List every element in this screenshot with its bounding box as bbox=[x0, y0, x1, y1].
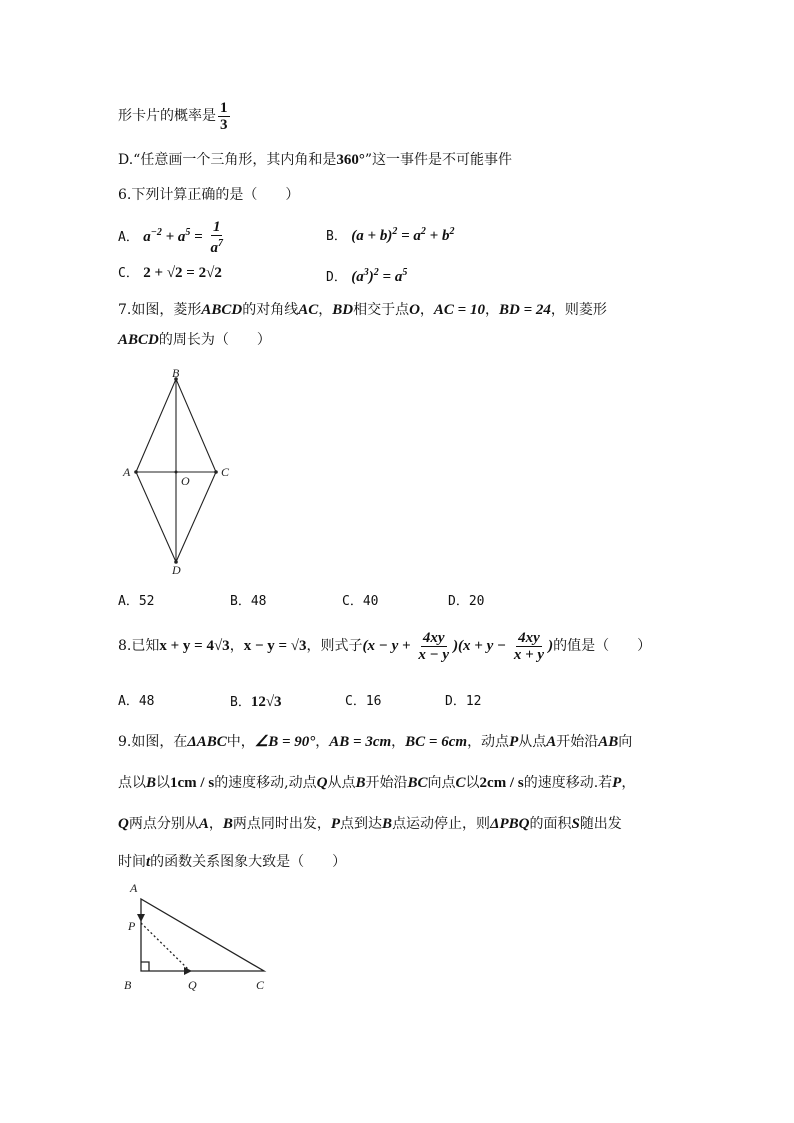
triangle-outline bbox=[141, 899, 264, 971]
label-o: O bbox=[181, 474, 190, 488]
q6-option-b: B． $(a + b)^2 = a^2 + b^2$ bbox=[326, 226, 455, 244]
label-p: P bbox=[128, 919, 136, 933]
q6-option-a: A． $a^{-2} + a^5$ = $\frac{1}{a^7}$ bbox=[118, 218, 223, 256]
q7-stem-line1: 7.如图，菱形ABCD的对角线AC，BD相交于点O，AC = 10，BD = 24，则菱形 bbox=[118, 302, 607, 318]
triangle-figure bbox=[118, 878, 278, 998]
q8-option-b: B．12√3 bbox=[230, 694, 282, 710]
q8-option-c: C．16 bbox=[345, 694, 382, 709]
arrow-p-icon bbox=[137, 914, 145, 922]
arrow-q-icon bbox=[184, 967, 192, 975]
q8-stem: 8.已知x + y = 4√3，x − y = √3，则式子(x − y + $\frac{4xy}{x - y}$ )(x + y − $\frac{4xy}{x + y}$ )的值是（ ） bbox=[118, 629, 652, 663]
q6-option-c: C． 2 + √2 = 2√2 bbox=[118, 265, 222, 281]
label-c: C bbox=[256, 978, 265, 992]
label-b: B bbox=[124, 978, 132, 992]
right-angle-mark bbox=[141, 962, 149, 971]
q6-stem: 6.下列计算正确的是（ ） bbox=[118, 187, 300, 203]
label-q: Q bbox=[188, 978, 197, 992]
q7-option-b: B．48 bbox=[230, 594, 267, 609]
prob-fraction: $\frac{1}{3}$ bbox=[220, 99, 228, 133]
prob-text: 形卡片的概率是 bbox=[118, 108, 216, 124]
q9-stem-line3: Q两点分别从A，B两点同时出发，P点到达B点运动停止，则ΔPBQ的面积S随出发 bbox=[118, 816, 622, 832]
label-d: D bbox=[172, 563, 181, 577]
q9-stem-line1: 9.如图，在ΔABC中，∠B = 90°，AB = 3cm，BC = 6cm，动点P从点A开始沿AB向 bbox=[118, 734, 633, 750]
label-b: B bbox=[172, 366, 180, 380]
q6-option-d: D． $(a^3)^2 = a^5$ bbox=[326, 267, 408, 285]
label-a: A bbox=[130, 881, 138, 895]
q7-option-c: C．40 bbox=[342, 594, 379, 609]
label-a: A bbox=[123, 465, 131, 479]
q9-stem-line2: 点以B以1cm / s的速度移动,动点Q从点B开始沿BC向点C以2cm / s的速度移动.若P， bbox=[118, 775, 636, 791]
prob-line bbox=[118, 98, 232, 134]
label-c: C bbox=[221, 465, 230, 479]
rhombus-figure bbox=[118, 365, 248, 580]
q5-option-d: D.“任意画一个三角形，其内角和是360°”这一事件是不可能事件 bbox=[118, 152, 513, 168]
q7-option-d: D．20 bbox=[448, 594, 485, 609]
q8-option-d: D．12 bbox=[445, 694, 482, 709]
q9-stem-line4: 时间t的函数关系图象大致是（ ） bbox=[118, 854, 347, 870]
q7-option-a: A．52 bbox=[118, 594, 155, 609]
q7-stem-line2: ABCD的周长为（ ） bbox=[118, 332, 271, 348]
q8-option-a: A．48 bbox=[118, 694, 155, 709]
